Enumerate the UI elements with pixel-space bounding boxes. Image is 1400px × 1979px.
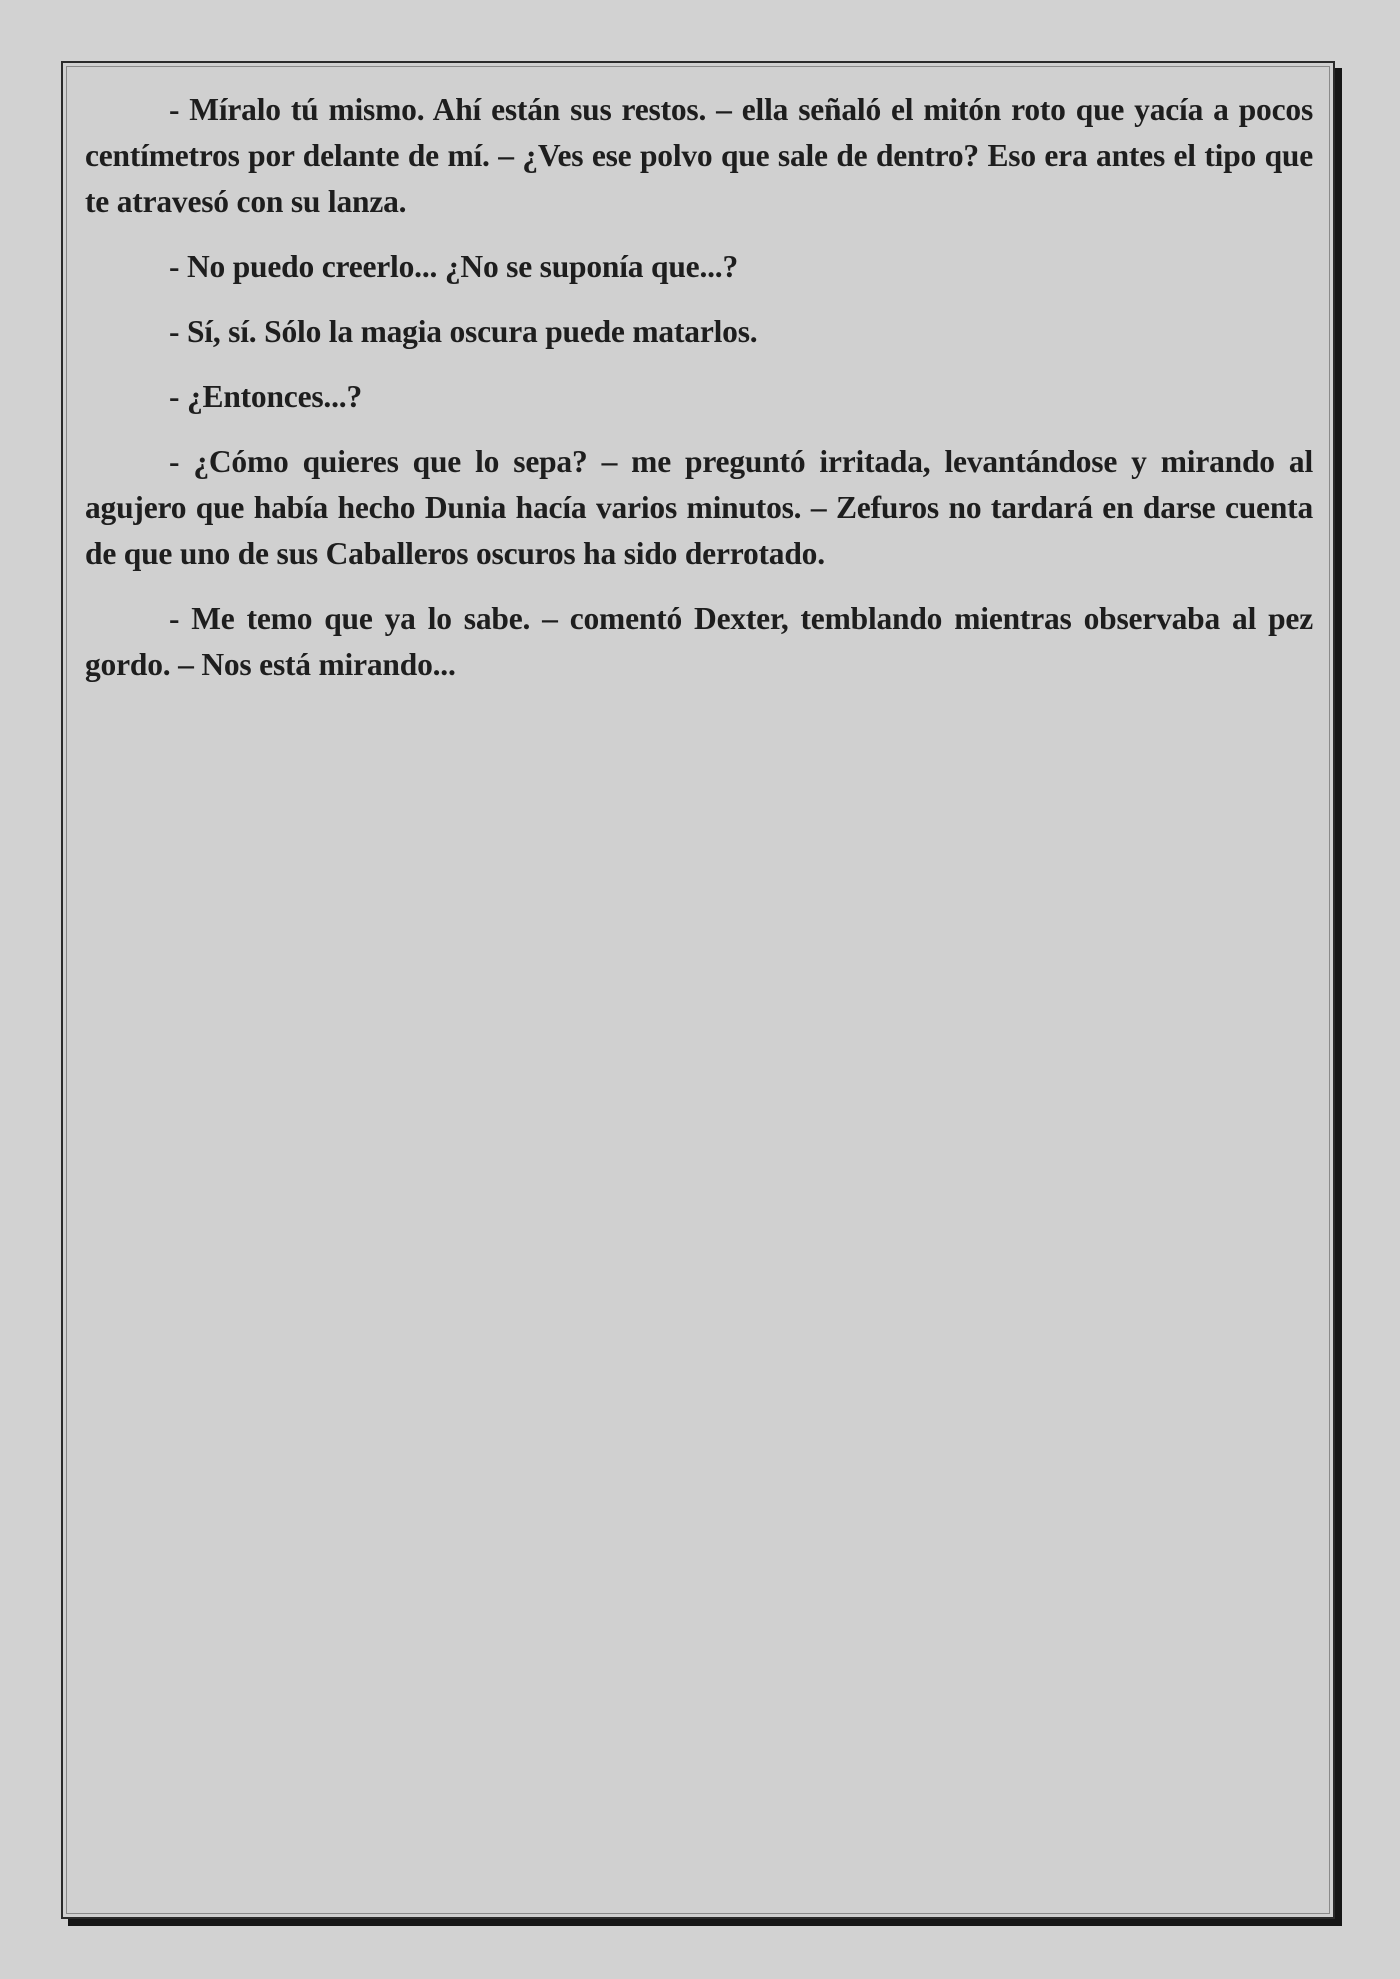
paragraph-6: - Me temo que ya lo sabe. – comentó Dexter, temblando mientras observaba al pez gordo. – Nos está mirando... bbox=[85, 601, 1313, 682]
paragraph-4: - ¿Entonces...? bbox=[169, 379, 362, 414]
page-body bbox=[85, 87, 1313, 707]
paragraph-5: - ¿Cómo quieres que lo sepa? – me preguntó irritada, levantándose y mirando al agujero que había hecho Dunia hacía varios minutos. – Zefuros no tardará en darse cuenta de que uno de sus Caballeros oscuros ha sido derrotado. bbox=[85, 444, 1313, 571]
paragraph-1: - Míralo tú mismo. Ahí están sus restos. – ella señaló el mitón roto que yacía a pocos centímetros por delante de mí. – ¿Ves ese polvo que sale de dentro? Eso era antes el tipo que te atravesó con su lanza. bbox=[85, 92, 1313, 219]
paragraph-2: - No puedo creerlo... ¿No se suponía que...? bbox=[169, 249, 739, 284]
paragraph-3: - Sí, sí. Sólo la magia oscura puede matarlos. bbox=[169, 314, 758, 349]
page-frame bbox=[61, 61, 1335, 1919]
